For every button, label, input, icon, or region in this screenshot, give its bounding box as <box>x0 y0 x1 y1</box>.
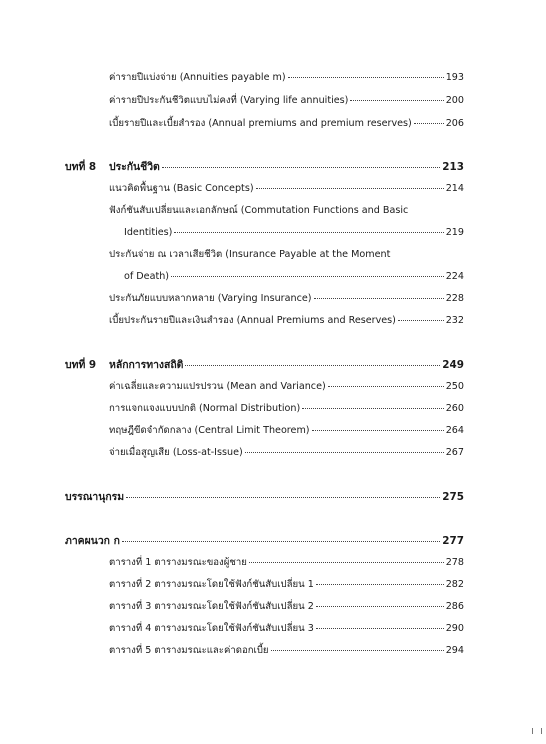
toc-entry-title: ฟังก์ชันสับเปลี่ยนและเอกลักษณ์ (Commutation Functions and Basic <box>109 205 409 216</box>
toc-entry-title: ค่ารายปีแบ่งจ่าย (Annuities payable m) <box>109 72 286 83</box>
crop-mark <box>541 728 542 734</box>
chapter-title: หลักการทางสถิติ <box>109 359 184 371</box>
toc-entry <box>109 579 464 591</box>
toc-entry-title: ประกันจ่าย ณ เวลาเสียชีวิต (Insurance Payable at the Moment <box>109 249 391 260</box>
bibliography-heading <box>65 491 464 503</box>
crop-mark <box>532 728 533 734</box>
toc-entry-title: ตารางที่ 5 ตารางมรณะและค่าดอกเบี้ย <box>109 645 269 656</box>
toc-entry-title: เบี้ยรายปีและเบี้ยสำรอง (Annual premiums and premium reserves) <box>109 118 412 129</box>
toc-entry <box>109 95 464 107</box>
toc-entry-page: 206 <box>445 118 464 129</box>
dot-leader <box>350 100 443 101</box>
dot-leader <box>126 497 440 498</box>
dot-leader <box>249 562 444 563</box>
toc-entry-page: 290 <box>445 623 464 634</box>
toc-entry <box>109 645 464 657</box>
toc-entry-page: 224 <box>445 271 464 282</box>
dot-leader <box>174 232 443 233</box>
chapter-number: บทที่ 9 <box>65 359 97 371</box>
toc-entry <box>109 315 464 327</box>
toc-entry-title: ทฤษฎีขีดจำกัดกลาง (Central Limit Theorem) <box>109 425 310 436</box>
toc-entry-title: แนวคิดพื้นฐาน (Basic Concepts) <box>109 183 254 194</box>
toc-entry <box>109 403 464 415</box>
toc-entry-line1 <box>109 249 390 261</box>
toc-entry <box>109 118 464 130</box>
toc-entry-title: ตารางที่ 4 ตารางมรณะโดยใช้ฟังก์ชันสับเปลี่ยน 3 <box>109 623 314 634</box>
toc-entry <box>109 623 464 635</box>
toc-entry <box>109 447 464 459</box>
toc-entry-page: 282 <box>445 579 464 590</box>
toc-entry-page: 267 <box>445 447 464 458</box>
toc-entry-title: ค่ารายปีประกันชีวิตแบบไม่คงที่ (Varying life annuities) <box>109 95 349 106</box>
dot-leader <box>316 606 444 607</box>
toc-entry-title: ประกันภัยแบบหลากหลาย (Varying Insurance) <box>109 293 312 304</box>
toc-entry-title: จ่ายเมื่อสูญเสีย (Loss-at-Issue) <box>109 447 243 458</box>
dot-leader <box>288 77 444 78</box>
toc-entry-title: ตารางที่ 1 ตารางมรณะของผู้ชาย <box>109 557 247 568</box>
dot-leader <box>171 276 444 277</box>
toc-entry-page: 260 <box>445 403 464 414</box>
appendix-page: 277 <box>442 535 464 547</box>
chapter-heading <box>65 359 464 371</box>
bibliography-page: 275 <box>442 491 464 503</box>
toc-entry-page: 294 <box>445 645 464 656</box>
toc-entry-page: 264 <box>445 425 464 436</box>
toc-entry-page: 193 <box>445 72 464 83</box>
chapter-title: ประกันชีวิต <box>109 161 160 173</box>
dot-leader <box>398 320 444 321</box>
toc-entry <box>109 72 464 84</box>
toc-entry <box>124 271 464 283</box>
dot-leader <box>328 386 444 387</box>
toc-entry-page: 219 <box>445 227 464 238</box>
toc-entry-page: 232 <box>445 315 464 326</box>
toc-entry <box>124 227 464 239</box>
chapter-page: 213 <box>442 161 464 173</box>
toc-entry-page: 278 <box>445 557 464 568</box>
dot-leader <box>122 541 440 542</box>
toc-entry-title-cont: of Death) <box>124 271 170 282</box>
dot-leader <box>271 650 444 651</box>
toc-entry-line1 <box>109 205 408 217</box>
toc-entry <box>109 183 464 195</box>
dot-leader <box>256 188 444 189</box>
toc-entry-title: การแจกแจงแบบปกติ (Normal Distribution) <box>109 403 301 414</box>
toc-entry-title: เบี้ยประกันรายปีและเงินสำรอง (Annual Premiums and Reserves) <box>109 315 396 326</box>
chapter-number: บทที่ 8 <box>65 161 97 173</box>
dot-leader <box>302 408 443 409</box>
bibliography-title: บรรณานุกรม <box>65 491 125 503</box>
dot-leader <box>162 167 441 168</box>
chapter-heading <box>65 161 464 173</box>
chapter-page: 249 <box>442 359 464 371</box>
toc-entry-title: ค่าเฉลี่ยและความแปรปรวน (Mean and Variance) <box>109 381 326 392</box>
toc-entry-page: 214 <box>445 183 464 194</box>
dot-leader <box>316 584 444 585</box>
toc-entry-page: 250 <box>445 381 464 392</box>
toc-entry <box>109 425 464 437</box>
toc-entry <box>109 601 464 613</box>
dot-leader <box>185 365 440 366</box>
dot-leader <box>414 123 444 124</box>
toc-entry-page: 228 <box>445 293 464 304</box>
toc-entry <box>109 381 464 393</box>
dot-leader <box>316 628 444 629</box>
toc-entry-title: ตารางที่ 3 ตารางมรณะโดยใช้ฟังก์ชันสับเปลี่ยน 2 <box>109 601 314 612</box>
toc-entry-title-cont: Identities) <box>124 227 173 238</box>
toc-entry <box>109 557 464 569</box>
toc-entry <box>109 293 464 305</box>
toc-entry-title: ตารางที่ 2 ตารางมรณะโดยใช้ฟังก์ชันสับเปลี่ยน 1 <box>109 579 314 590</box>
dot-leader <box>312 430 444 431</box>
toc-entry-page: 200 <box>445 95 464 106</box>
dot-leader <box>245 452 444 453</box>
appendix-heading <box>65 535 464 547</box>
toc-entry-page: 286 <box>445 601 464 612</box>
dot-leader <box>314 298 444 299</box>
appendix-title: ภาคผนวก ก <box>65 535 120 547</box>
